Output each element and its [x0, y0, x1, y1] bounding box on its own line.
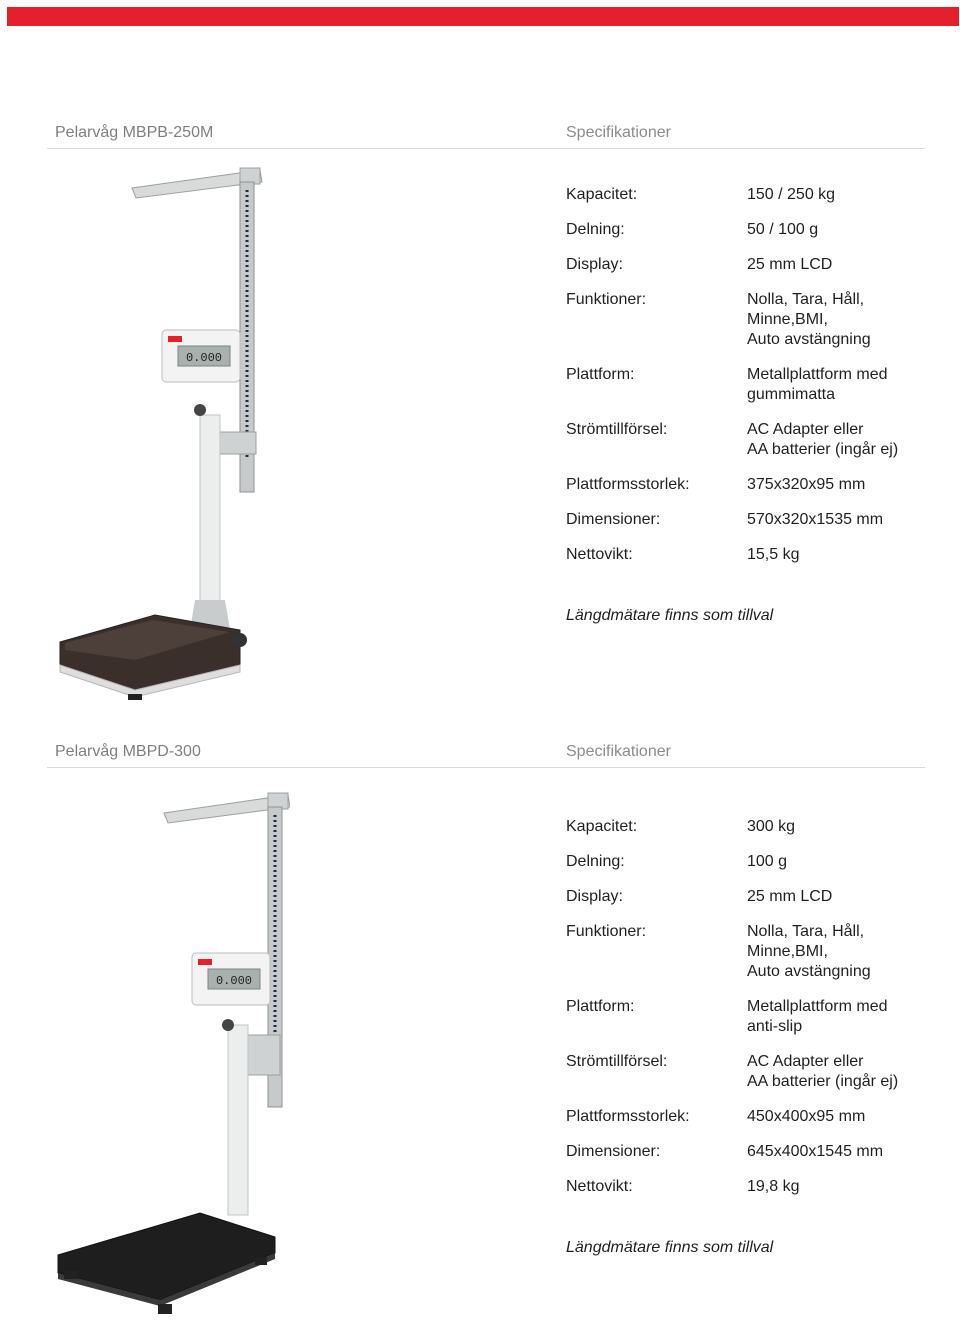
optional-accessory-note: Längdmätare finns som tillval — [566, 607, 774, 624]
spec-row-functions — [566, 290, 936, 350]
spec-value: 375x320x95 mm — [747, 476, 866, 493]
spec-row-power — [566, 420, 936, 460]
spec-label: Funktioner: — [566, 291, 647, 308]
scale-image — [40, 785, 290, 1325]
product-header — [47, 118, 925, 149]
spec-label: Dimensioner: — [566, 1143, 661, 1160]
spec-value: AC Adapter eller AA batterier (ingår ej) — [747, 421, 899, 458]
spec-label: Nettovikt: — [566, 546, 633, 563]
spec-row-net-weight — [566, 545, 936, 565]
spec-label: Display: — [566, 256, 623, 273]
spec-label: Nettovikt: — [566, 1178, 633, 1195]
spec-value: 25 mm LCD — [747, 256, 833, 273]
display-reading: 0.000 — [215, 974, 253, 988]
spec-label: Strömtillförsel: — [566, 1053, 668, 1070]
spec-row-functions — [566, 922, 936, 982]
spec-heading: Specifikationer — [566, 124, 671, 141]
display-reading: 0.000 — [185, 351, 223, 365]
spec-row-capacity — [566, 185, 936, 205]
spec-value: 645x400x1545 mm — [747, 1143, 884, 1160]
spec-label: Plattform: — [566, 366, 635, 383]
spec-value: 25 mm LCD — [747, 888, 833, 905]
spec-heading: Specifikationer — [566, 743, 671, 760]
spec-row-platform-size — [566, 475, 936, 495]
spec-list — [566, 817, 936, 1212]
spec-value: 570x320x1535 mm — [747, 511, 884, 528]
spec-label: Funktioner: — [566, 923, 647, 940]
spec-label: Dimensioner: — [566, 511, 661, 528]
spec-list — [566, 185, 936, 580]
spec-value: Metallplattform med anti-slip — [747, 998, 888, 1035]
spec-value: 50 / 100 g — [747, 221, 819, 238]
spec-value: Metallplattform med gummimatta — [747, 366, 888, 403]
spec-row-net-weight — [566, 1177, 936, 1197]
spec-label: Delning: — [566, 853, 625, 870]
spec-label: Plattform: — [566, 998, 635, 1015]
spec-row-power — [566, 1052, 936, 1092]
spec-row-display — [566, 887, 936, 907]
product-title: Pelarvåg MBPD-300 — [55, 743, 201, 760]
optional-accessory-note: Längdmätare finns som tillval — [566, 1239, 774, 1256]
spec-value: Nolla, Tara, Håll, Minne,BMI, Auto avstängning — [747, 923, 871, 980]
spec-row-division — [566, 852, 936, 872]
spec-label: Delning: — [566, 221, 625, 238]
spec-value: AC Adapter eller AA batterier (ingår ej) — [747, 1053, 899, 1090]
spec-row-platform — [566, 997, 936, 1037]
spec-label: Plattformsstorlek: — [566, 476, 690, 493]
spec-row-platform — [566, 365, 936, 405]
spec-row-capacity — [566, 817, 936, 837]
spec-value: 19,8 kg — [747, 1178, 800, 1195]
spec-label: Kapacitet: — [566, 818, 638, 835]
spec-label: Kapacitet: — [566, 186, 638, 203]
spec-row-division — [566, 220, 936, 240]
spec-value: 150 / 250 kg — [747, 186, 836, 203]
spec-label: Display: — [566, 888, 623, 905]
spec-value: 100 g — [747, 853, 788, 870]
scale-image — [40, 160, 270, 700]
spec-value: 450x400x95 mm — [747, 1108, 866, 1125]
spec-row-dimensions — [566, 1142, 936, 1162]
spec-value: Nolla, Tara, Håll, Minne,BMI, Auto avstängning — [747, 291, 871, 348]
spec-row-dimensions — [566, 510, 936, 530]
spec-label: Plattformsstorlek: — [566, 1108, 690, 1125]
spec-value: 300 kg — [747, 818, 796, 835]
spec-value: 15,5 kg — [747, 546, 800, 563]
spec-label: Strömtillförsel: — [566, 421, 668, 438]
product-title: Pelarvåg MBPB-250M — [55, 124, 214, 141]
spec-row-platform-size — [566, 1107, 936, 1127]
spec-row-display — [566, 255, 936, 275]
product-section-mbpd-300 — [0, 715, 960, 1327]
product-header — [47, 737, 925, 768]
